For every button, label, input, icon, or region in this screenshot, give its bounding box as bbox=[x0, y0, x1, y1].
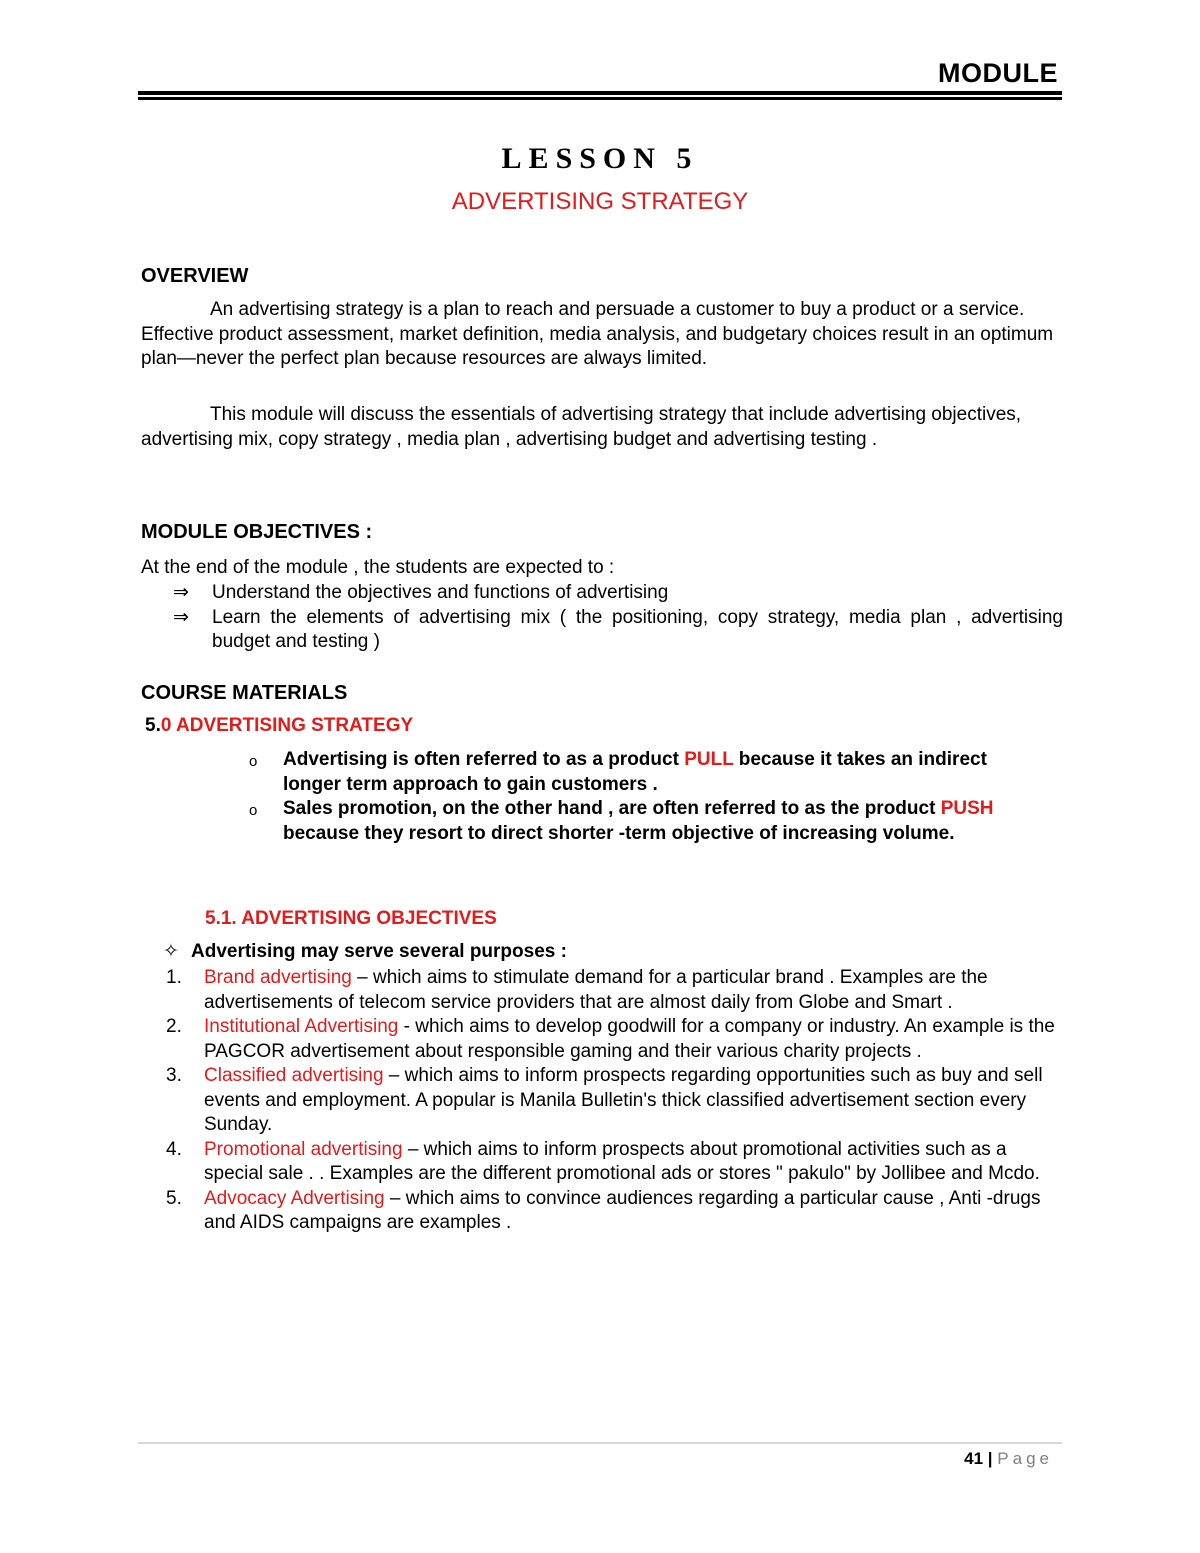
item-description: – which aims to inform prospects regarding opportunities such as buy and sell events and employment. A popular is Manila Bulletin's thick classified advertisement section every Sunday. bbox=[204, 1065, 1043, 1135]
section-number: 5. bbox=[145, 715, 161, 736]
arrow-icon: ⇒ bbox=[173, 582, 189, 603]
highlight-push: PUSH bbox=[940, 798, 994, 819]
list-item bbox=[245, 797, 1035, 846]
header-rule-thin bbox=[138, 97, 1062, 100]
item-description: – which aims to convince audiences regarding a particular cause , Anti -drugs and AIDS campaigns are examples . bbox=[204, 1187, 1041, 1233]
section-5-1-heading: 5.1. ADVERTISING OBJECTIVES bbox=[205, 908, 497, 929]
page-label: Page bbox=[997, 1449, 1053, 1468]
item-description: – which aims to stimulate demand for a particular brand . Examples are the advertisements of telecom service providers that are almost daily from Globe and Smart . bbox=[204, 967, 988, 1013]
lesson-title: LESSON 5 bbox=[501, 142, 699, 175]
bullet-text: because they resort to direct shorter -term objective of increasing volume. bbox=[283, 822, 955, 844]
circle-bullet-icon: o bbox=[249, 753, 258, 770]
item-term: Classified advertising bbox=[204, 1065, 384, 1086]
objective-text: Learn the elements of advertising mix ( the positioning, copy strategy, media plan , advertising budget and testing ) bbox=[212, 606, 1063, 652]
item-number: 2. bbox=[166, 1016, 182, 1037]
bullet-text: because it takes an indirect longer term approach to gain customers . bbox=[283, 749, 987, 795]
item-description: – which aims to inform prospects about promotional activities such as a special sale . . Examples are the different promotional ads or stores " pakulo" by Jollibee and Mcdo. bbox=[204, 1138, 1040, 1184]
objectives-list bbox=[173, 581, 1063, 655]
highlight-pull: PULL bbox=[684, 749, 734, 770]
item-number: 5. bbox=[166, 1187, 182, 1209]
overview-paragraph-1 bbox=[141, 298, 1061, 372]
overview-p2-text: This module will discuss the essentials of advertising strategy that include advertising objectives, advertising mix, copy strategy , media plan , advertising budget and advertising testing . bbox=[141, 404, 1022, 450]
course-bullet-list bbox=[245, 748, 1035, 846]
item-term: Brand advertising bbox=[204, 967, 352, 988]
section-title: 0 ADVERTISING STRATEGY bbox=[160, 715, 414, 736]
purposes-numbered-list bbox=[166, 966, 1066, 1236]
footer-separator: | bbox=[987, 1449, 993, 1468]
diamond-bullet-icon: ✧ bbox=[163, 941, 179, 962]
bullet-text: Advertising is often referred to as a product bbox=[283, 749, 685, 770]
list-item bbox=[173, 606, 1063, 655]
header-rule-thick bbox=[138, 91, 1062, 95]
list-item bbox=[245, 748, 1035, 797]
list-item bbox=[166, 966, 1066, 1015]
item-term: Institutional Advertising bbox=[204, 1016, 399, 1037]
item-term: Advocacy Advertising bbox=[204, 1187, 385, 1209]
objectives-heading: MODULE OBJECTIVES : bbox=[141, 521, 373, 543]
list-item bbox=[173, 581, 1063, 606]
page-number: 41 bbox=[964, 1449, 984, 1468]
item-number: 4. bbox=[166, 1138, 182, 1160]
footer-rule bbox=[138, 1442, 1062, 1444]
overview-heading: OVERVIEW bbox=[141, 265, 249, 287]
section-5-0-heading bbox=[145, 715, 413, 737]
lesson-subtitle: ADVERTISING STRATEGY bbox=[451, 188, 749, 215]
list-item bbox=[166, 1064, 1066, 1138]
purposes-text: Advertising may serve several purposes : bbox=[191, 941, 567, 962]
page-footer bbox=[964, 1449, 1053, 1469]
module-header: MODULE bbox=[938, 58, 1058, 88]
item-term: Promotional advertising bbox=[204, 1138, 403, 1160]
overview-paragraph-2 bbox=[141, 403, 1061, 452]
list-item bbox=[166, 1138, 1066, 1187]
objectives-intro: At the end of the module , the students are expected to : bbox=[141, 557, 615, 578]
item-number: 1. bbox=[166, 967, 182, 988]
list-item bbox=[166, 1187, 1066, 1236]
item-number: 3. bbox=[166, 1065, 182, 1086]
circle-bullet-icon: o bbox=[249, 802, 258, 819]
overview-p1-text: An advertising strategy is a plan to reach and persuade a customer to buy a product or a service. Effective product assessment, market definition, media analysis, and budgetary choices result in an optimum plan—never the perfect plan because resources are always limited. bbox=[141, 299, 1054, 369]
item-description: - which aims to develop goodwill for a company or industry. An example is the PAGCOR advertisement about responsible gaming and their various charity projects . bbox=[204, 1016, 1055, 1062]
bullet-text: Sales promotion, on the other hand , are often referred to as the product bbox=[283, 798, 941, 819]
purposes-line bbox=[163, 940, 567, 963]
list-item bbox=[166, 1015, 1066, 1064]
arrow-icon: ⇒ bbox=[173, 606, 189, 628]
objective-text: Understand the objectives and functions of advertising bbox=[212, 582, 669, 603]
course-materials-heading: COURSE MATERIALS bbox=[141, 682, 348, 704]
